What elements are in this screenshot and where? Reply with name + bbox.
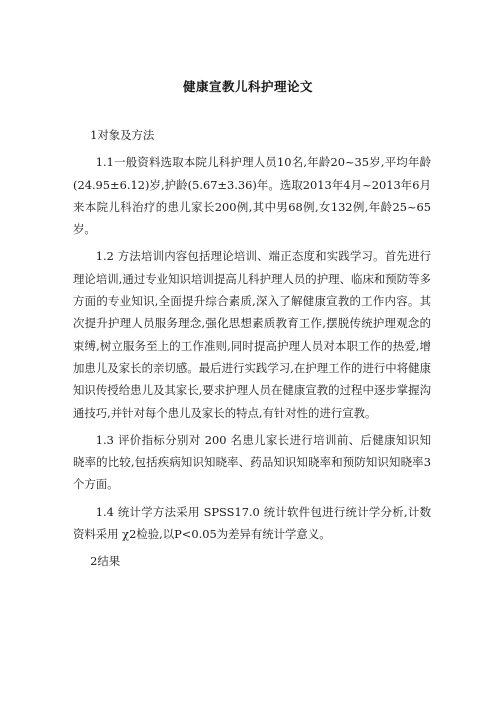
document-title: 健康宣教儿科护理论文 [182, 79, 313, 94]
document-body [73, 124, 431, 578]
paragraph-statistical-methods: 1.4 统计学方法采用 SPSS17.0 统计软件包进行统计学分析,计数资料采用 χ2检验,以P<0.05为差异有统计学意义。 [73, 504, 431, 542]
paragraph-evaluation-indicators: 1.3 评价指标分别对 200 名患儿家长进行培训前、后健康知识知晓率的比较,包括疾病知识知晓率、药品知识知晓率和预防知识知晓率3个方面。 [73, 432, 431, 492]
paragraph-general-data: 1.1一般资料选取本院儿科护理人员10名,年龄20~35岁,平均年龄(24.95±6.12)岁,护龄(5.67±3.36)年。选取2013年4月~2013年6月来本院儿科治疗的患儿家长200例,其中男68例,女132例,年龄25~65岁。 [73, 155, 431, 237]
paragraph-methods: 1.2 方法培训内容包括理论培训、端正态度和实践学习。首先进行理论培训,通过专业知识培训提高儿科护理人员的护理、临床和预防等多方面的专业知识,全面提升综合素质,深入了解健康宣教的工作内容。其次提升护理人员服务理念,强化思想素质教育工作,摆脱传统护理观念的束缚,树立服务至上的工作准则,同时提高护理人员对本职工作的热爱,增加患儿及家长的亲切感。最后进行实践学习,在护理工作的进行中将健康知识传授给患儿及其家长,要求护理人员在健康宣教的过程中逐步掌握沟通技巧,并针对每个患儿及家长的特点,有针对性的进行宣教。 [73, 249, 431, 420]
section-heading-methods: 1对象及方法 [90, 128, 155, 142]
section-heading-results: 2结果 [90, 554, 121, 569]
